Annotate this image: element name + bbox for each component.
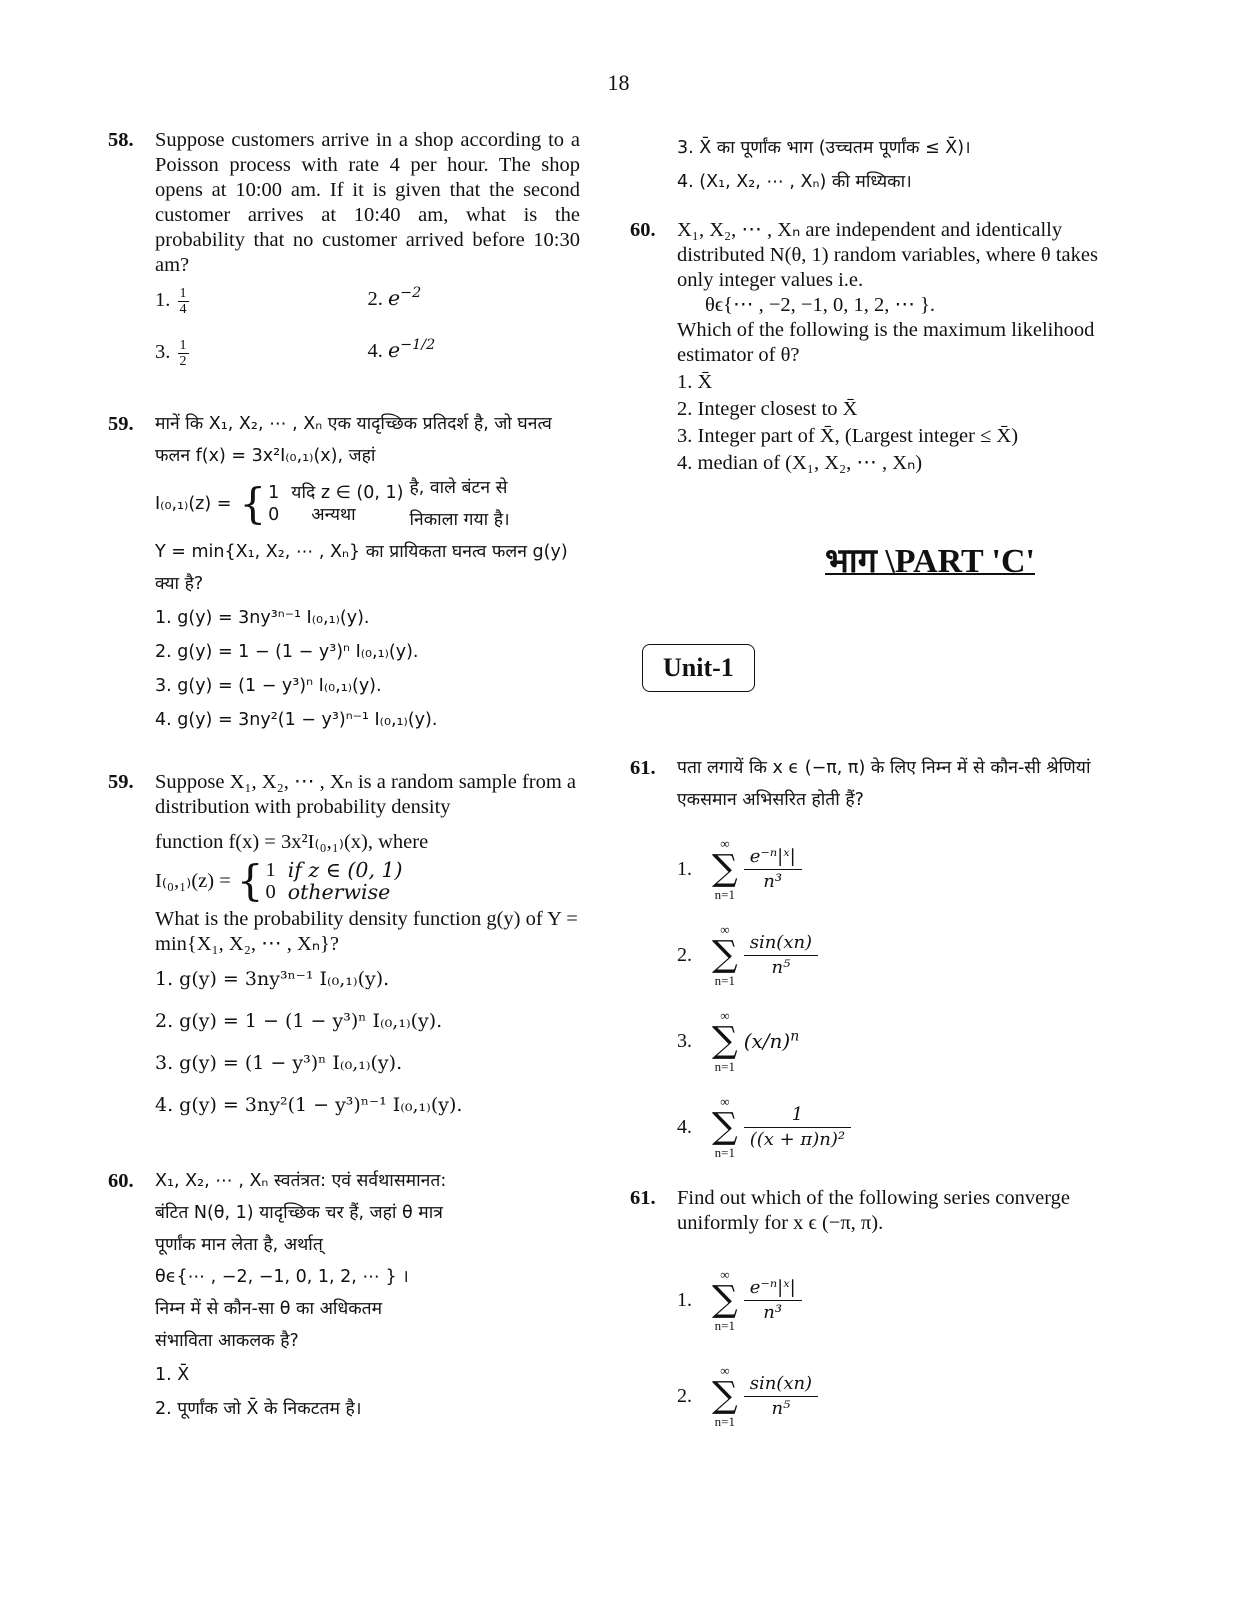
question-line-5: निम्न में से कौन-सा θ का अधिकतम	[155, 1299, 383, 1319]
left-column	[108, 128, 580, 1427]
indicator-definition: I₍₀,₁₎(z) = { 1 यदि z ∈ (0, 1) 0 अन्यथा है, वाले बंटन से निकाला गया है।	[155, 478, 510, 530]
options	[155, 959, 580, 1125]
summation-sign: ∞ ∑ n=1	[712, 1094, 738, 1160]
option-3: 3. Integer part of X̄, (Largest integer ≤ X̄)	[677, 425, 1019, 447]
option-3: 3. g(y) = (1 − y³)ⁿ I₍₀,₁₎(y).	[155, 676, 382, 696]
question-text: Suppose customers arrive in a shop according to a Poisson process with rate 4 per hour. The shop opens at 10:00 am. If it is given that the second customer arrives at 10:40 am, what is the probability that no customer arrived before 10:30 am?	[155, 129, 580, 276]
option-4: 4. g(y) = 3ny²(1 − y³)ⁿ⁻¹ I₍₀,₁₎(y).	[155, 1094, 463, 1116]
summation-sign: ∞ ∑ n=1	[712, 1267, 738, 1333]
indicator-definition: I₍₀,₁₎(z) = { 1 if z ∈ (0, 1) 0 otherwise	[155, 856, 403, 905]
question-number: 61.	[630, 757, 656, 779]
options	[155, 602, 580, 736]
question-number: 61.	[630, 1187, 656, 1209]
series-options-hindi	[630, 826, 1110, 1170]
fraction: $\frac{1}{2}$	[179, 338, 187, 369]
option-1: 1. g(y) = 3ny³ⁿ⁻¹ I₍₀,₁₎(y).	[155, 968, 390, 990]
option-4: 4. $e^{-1/2}$	[367, 337, 436, 362]
series-term: e⁻ⁿ|ˣ| n³	[744, 845, 802, 894]
series-option-2: 2. ∞ ∑ n=1 sin(xn) n⁵	[677, 1348, 1110, 1444]
question-number: 60.	[630, 219, 656, 241]
question-text-3: What is the probability density function g(y) of Y = min{X₁, X₂, ⋯ , Xₙ}?	[155, 908, 578, 955]
question-60-english	[630, 218, 1110, 476]
series-option-1: 1. ∞ ∑ n=1 e⁻ⁿ|ˣ| n³	[677, 826, 1110, 912]
options	[155, 284, 580, 384]
question-text: मानें कि X₁, X₂, ⋯ , Xₙ एक यादृच्छिक प्रतिदर्श है, जो घनत्व फलन f(x) = 3x²I₍₀,₁₎(x), जहां	[155, 414, 552, 466]
option-2: 2. $e^{-2}$	[367, 285, 422, 310]
option-1: 1. g(y) = 3ny³ⁿ⁻¹ I₍₀,₁₎(y).	[155, 608, 370, 628]
part-heading: भाग \PART 'C'	[825, 543, 1035, 580]
series-term: sin(xn) n⁵	[744, 931, 818, 980]
question-line-4: θϵ{⋯ , −2, −1, 0, 1, 2, ⋯ } ।	[155, 1267, 409, 1287]
question-60-hindi	[108, 1165, 580, 1425]
series-option-3: 3. ∞ ∑ n=1 $(x/n)^n$	[677, 1008, 800, 1074]
series-options-english	[630, 1252, 1110, 1444]
unit-label: Unit-1	[642, 644, 755, 692]
question-number: 59.	[108, 771, 134, 793]
page-number: 18	[607, 70, 630, 95]
question-text: Find out which of the following series converge uniformly for x ϵ (−π, π).	[677, 1187, 1071, 1234]
question-line-6: संभाविता आकलक है?	[155, 1331, 299, 1351]
question-line-2: बंटित N(θ, 1) यादृच्छिक चर हैं, जहां θ मात्र	[155, 1203, 443, 1223]
option-2: 2. g(y) = 1 − (1 − y³)ⁿ I₍₀,₁₎(y).	[155, 642, 419, 662]
option-1: 1. X̄	[155, 1365, 190, 1385]
series-option-2: 2. ∞ ∑ n=1 sin(xn) n⁵	[677, 912, 1110, 998]
series-term: sin(xn) n⁵	[744, 1372, 818, 1421]
question-59-english	[108, 770, 580, 1125]
question-59-hindi	[108, 408, 580, 736]
question-60-hindi-continued	[630, 132, 1110, 198]
series-term: $(x/n)^n$	[743, 1028, 800, 1053]
question-text: Suppose X₁, X₂, ⋯ , Xₙ is a random sample from a distribution with probability density	[155, 771, 577, 818]
option-2: 2. g(y) = 1 − (1 − y³)ⁿ I₍₀,₁₎(y).	[155, 1010, 443, 1032]
question-58	[108, 128, 580, 384]
option-3: 3. X̄ का पूर्णांक भाग (उच्चतम पूर्णांक ≤ X̄)।	[677, 138, 971, 158]
summation-sign: ∞ ∑ n=1	[712, 922, 738, 988]
option-2: 2. पूर्णांक जो X̄ के निकटतम है।	[155, 1399, 362, 1419]
question-text-2: function f(x) = 3x²I₍₀,₁₎(x), where	[155, 831, 429, 853]
option-4: 4. median of (X₁, X₂, ⋯ , Xₙ)	[677, 452, 923, 474]
question-line-3: पूर्णांक मान लेता है, अर्थात्	[155, 1235, 323, 1255]
summation-sign: ∞ ∑ n=1	[712, 836, 738, 902]
series-term: e⁻ⁿ|ˣ| n³	[744, 1276, 802, 1325]
integer-set: θϵ{⋯ , −2, −1, 0, 1, 2, ⋯ }.	[705, 294, 936, 316]
option-3: 3. $\frac{1}{2}$	[155, 338, 187, 369]
question-line-1: X₁, X₂, ⋯ , Xₙ स्वतंत्रत: एवं सर्वथासमानत:	[155, 1171, 447, 1191]
option-4: 4. g(y) = 3ny²(1 − y³)ⁿ⁻¹ I₍₀,₁₎(y).	[155, 710, 438, 730]
question-number: 58.	[108, 129, 134, 151]
series-option-4: 4. ∞ ∑ n=1 1 ((x + π)n)²	[677, 1084, 1110, 1170]
summation-sign: ∞ ∑ n=1	[712, 1008, 738, 1074]
option-1: 1. X̄	[677, 371, 713, 393]
question-prompt: Which of the following is the maximum likelihood estimator of θ?	[677, 319, 1095, 366]
question-61-english	[630, 1186, 1110, 1236]
right-column	[630, 130, 1110, 1444]
option-4: 4. (X₁, X₂, ⋯ , Xₙ) की मध्यिका।	[677, 172, 912, 192]
series-term: 1 ((x + π)n)²	[744, 1103, 851, 1152]
question-text: X₁, X₂, ⋯ , Xₙ are independent and identically distributed N(θ, 1) random variables, where θ takes only integer values i.e.	[677, 219, 1098, 291]
question-number: 59.	[108, 413, 134, 435]
option-2: 2. Integer closest to X̄	[677, 398, 858, 420]
option-1: 1. $\frac{1}{4}$	[155, 286, 187, 317]
question-number: 60.	[108, 1170, 134, 1192]
question-61-hindi	[630, 752, 1110, 816]
question-text: पता लगायें कि x ϵ (−π, π) के लिए निम्न में से कौन-सी श्रेणियां एकसमान अभिसरित होती हैं?	[677, 758, 1091, 810]
fraction: $\frac{1}{4}$	[179, 286, 187, 317]
question-text-2: Y = min{X₁, X₂, ⋯ , Xₙ} का प्रायिकता घनत्व फलन g(y) क्या है?	[155, 542, 568, 594]
summation-sign: ∞ ∑ n=1	[712, 1363, 738, 1429]
option-3: 3. g(y) = (1 − y³)ⁿ I₍₀,₁₎(y).	[155, 1052, 403, 1074]
series-option-1: 1. ∞ ∑ n=1 e⁻ⁿ|ˣ| n³	[677, 1252, 1110, 1348]
